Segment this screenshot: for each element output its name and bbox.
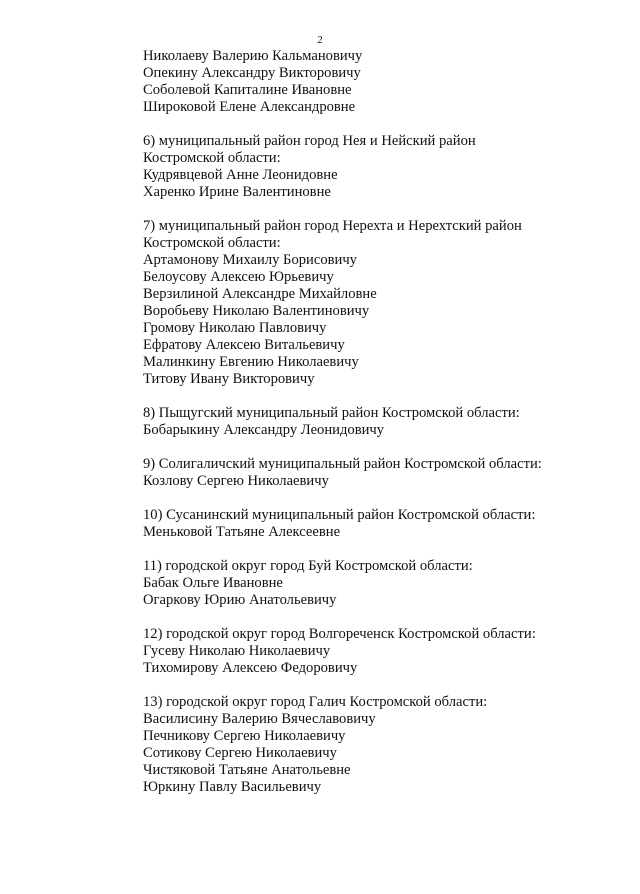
- section-line: Ефратову Алексею Витальевичу: [143, 337, 345, 353]
- section-7: [143, 626, 613, 677]
- document-body: [143, 48, 613, 796]
- section-line: Костромской области:: [143, 235, 281, 251]
- section-line: Василисину Валерию Вячеславовичу: [143, 711, 376, 727]
- section-line: Чистяковой Татьяне Анатольевне: [143, 762, 351, 778]
- section-heading: 7) муниципальный район город Нерехта и Нерехтский район: [143, 218, 522, 234]
- section-line: Меньковой Татьяне Алексеевне: [143, 524, 341, 540]
- section-line: Белоусову Алексею Юрьевичу: [143, 269, 334, 285]
- section-line: Харенко Ирине Валентиновне: [143, 184, 331, 200]
- section-heading: 8) Пыщугский муниципальный район Костромской области:: [143, 405, 520, 421]
- section-heading: 11) городской округ город Буй Костромской области:: [143, 558, 473, 574]
- section-1: [143, 133, 613, 201]
- section-line: Верзилиной Александре Михайловне: [143, 286, 377, 302]
- section-line: Артамонову Михаилу Борисовичу: [143, 252, 357, 268]
- section-2: [143, 218, 613, 388]
- section-line: Широковой Елене Александровне: [143, 99, 356, 115]
- section-line: Бобарыкину Александру Леонидовичу: [143, 422, 385, 438]
- section-line: Юркину Павлу Васильевичу: [143, 779, 322, 795]
- section-heading: 13) городской округ город Галич Костромской области:: [143, 694, 488, 710]
- section-5: [143, 507, 613, 541]
- section-line: Титову Ивану Викторовичу: [143, 371, 315, 387]
- section-0: [143, 48, 613, 116]
- page-number: 2: [317, 34, 323, 46]
- section-4: [143, 456, 613, 490]
- section-line: Николаеву Валерию Кальмановичу: [143, 48, 363, 64]
- section-line: Опекину Александру Викторовичу: [143, 65, 361, 81]
- section-line: Гусеву Николаю Николаевичу: [143, 643, 331, 659]
- section-6: [143, 558, 613, 609]
- section-line: Бабак Ольге Ивановне: [143, 575, 283, 591]
- section-line: Малинкину Евгению Николаевичу: [143, 354, 359, 370]
- section-heading: 9) Солигаличский муниципальный район Костромской области:: [143, 456, 542, 472]
- section-line: Костромской области:: [143, 150, 281, 166]
- section-line: Громову Николаю Павловичу: [143, 320, 327, 336]
- section-line: Огаркову Юрию Анатольевичу: [143, 592, 337, 608]
- section-line: Соболевой Капиталине Ивановне: [143, 82, 352, 98]
- section-8: [143, 694, 613, 796]
- section-line: Сотикову Сергею Николаевичу: [143, 745, 337, 761]
- section-heading: 10) Сусанинский муниципальный район Костромской области:: [143, 507, 536, 523]
- section-line: Тихомирову Алексею Федоровичу: [143, 660, 358, 676]
- section-line: Козлову Сергею Николаевичу: [143, 473, 329, 489]
- section-heading: 12) городской округ город Волгореченск Костромской области:: [143, 626, 536, 642]
- section-heading: 6) муниципальный район город Нея и Нейский район: [143, 133, 476, 149]
- section-line: Кудрявцевой Анне Леонидовне: [143, 167, 338, 183]
- section-line: Печникову Сергею Николаевичу: [143, 728, 346, 744]
- section-line: Воробьеву Николаю Валентиновичу: [143, 303, 370, 319]
- section-3: [143, 405, 613, 439]
